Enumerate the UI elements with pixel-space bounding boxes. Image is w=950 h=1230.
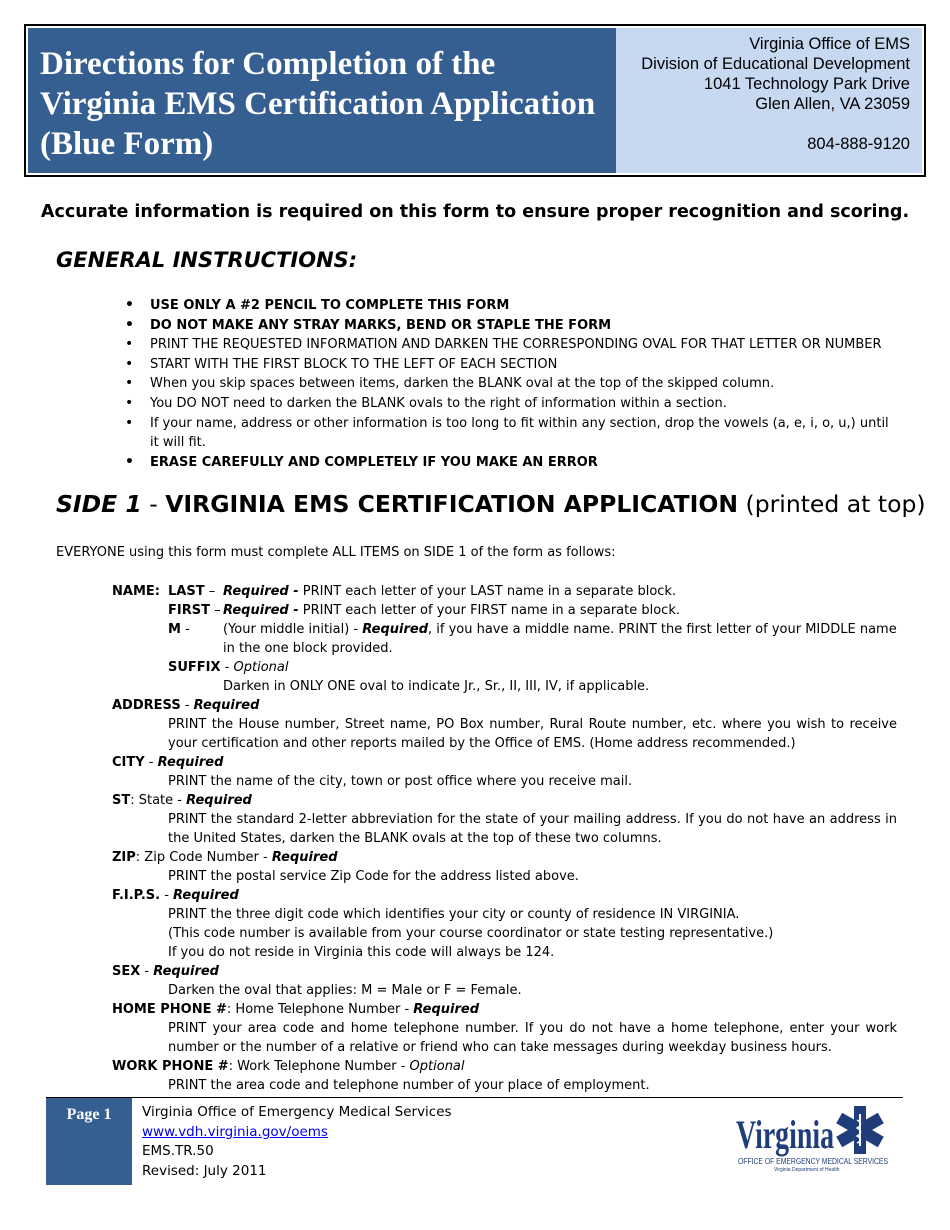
document-title: Directions for Completion of the Virginia EMS Certification Application (Blue Form) <box>28 28 616 173</box>
contact-line: Virginia Office of EMS <box>749 35 910 53</box>
general-instructions-list <box>150 296 895 472</box>
footer-revised: Revised: July 2011 <box>142 1162 267 1179</box>
field-address: ADDRESS - Required <box>112 698 260 713</box>
field-work-phone: WORK PHONE #: Work Telephone Number - Optional <box>112 1059 465 1074</box>
lead-statement: Accurate information is required on this form to ensure proper recognition and scoring. <box>40 202 910 222</box>
suffix-label: SUFFIX <box>168 660 221 675</box>
star-of-life-icon <box>836 1106 884 1154</box>
footer-org: Virginia Office of Emergency Medical Services <box>142 1104 452 1120</box>
last-label: LAST <box>168 584 205 599</box>
field-description: Darken the oval that applies: M = Male or F = Female. <box>168 983 522 998</box>
list-item: • ERASE CAREFULLY AND COMPLETELY IF YOU MAKE AN ERROR <box>150 453 895 473</box>
m-label: M <box>168 622 181 637</box>
field-description: If you do not reside in Virginia this code will always be 124. <box>168 945 555 960</box>
list-item: • If your name, address or other information is too long to fit within any section, drop the vowels (a, e, i, o, u,) until it will fit. <box>150 414 895 453</box>
logo-department: Virginia Department of Health <box>774 1167 840 1173</box>
required-marker: Required <box>271 850 338 865</box>
side1-intro: EVERYONE using this form must complete ALL ITEMS on SIDE 1 of the form as follows: <box>56 545 616 560</box>
contact-phone: 804-888-9120 <box>807 135 910 153</box>
list-item: • You DO NOT need to darken the BLANK ovals to the right of information within a section. <box>150 394 895 414</box>
general-instructions-heading: GENERAL INSTRUCTIONS: <box>56 248 358 272</box>
field-description: PRINT the name of the city, town or post office where you receive mail. <box>168 774 633 789</box>
field-home-phone: HOME PHONE #: Home Telephone Number - Required <box>112 1002 480 1017</box>
required-marker: Required <box>153 964 219 979</box>
contact-block <box>616 28 922 173</box>
footer-divider <box>46 1097 903 1098</box>
field-description: PRINT the area code and telephone number of your place of employment. <box>168 1078 650 1093</box>
field-description: PRINT the House number, Street name, PO Box number, Rural Route number, etc. where you wish to receive your certification and other reports mailed by the Office of EMS. (Home address recommended.) <box>168 717 897 751</box>
field-state: ST: State - Required <box>112 793 252 808</box>
first-label: FIRST <box>168 603 210 618</box>
field-suffix: SUFFIX - Optional <box>168 660 289 675</box>
virginia-oems-logo <box>736 1104 896 1172</box>
field-description: PRINT your area code and home telephone number. If you do not have a home telephone, enter your work number or the number of a relative or friend who can take messages during weekday business hours. <box>168 1021 897 1055</box>
contact-line: 1041 Technology Park Drive <box>703 75 910 93</box>
side1-dash: - <box>141 490 166 518</box>
list-item: • PRINT THE REQUESTED INFORMATION AND DARKEN THE CORRESPONDING OVAL FOR THAT LETTER OR NUMBER <box>150 335 895 355</box>
logo-subtitle: OFFICE OF EMERGENCY MEDICAL SERVICES <box>738 1156 889 1166</box>
required-marker: Required - <box>223 603 299 618</box>
optional-marker: Optional <box>233 660 289 675</box>
optional-marker: Optional <box>409 1059 465 1074</box>
side1-label: SIDE 1 <box>56 490 142 518</box>
footer-url-link[interactable]: www.vdh.virginia.gov/oems <box>142 1123 328 1140</box>
required-marker: Required <box>173 888 239 903</box>
side1-heading <box>56 490 926 518</box>
document-header <box>24 24 926 177</box>
footer-info <box>142 1103 452 1181</box>
logo-wordmark: Virginia <box>736 1112 834 1157</box>
field-sex: SEX - Required <box>112 964 219 979</box>
field-city: CITY - Required <box>112 755 224 770</box>
field-instructions <box>112 582 897 1095</box>
field-fips: F.I.P.S. - Required <box>112 888 239 903</box>
contact-line: Division of Educational Development <box>641 55 910 73</box>
required-marker: Required <box>157 755 224 770</box>
required-marker: Required <box>186 793 252 808</box>
list-item: • START WITH THE FIRST BLOCK TO THE LEFT OF EACH SECTION <box>150 355 895 375</box>
page-number-badge: Page 1 <box>46 1098 132 1185</box>
name-label: NAME: <box>112 584 160 599</box>
list-item: • USE ONLY A #2 PENCIL TO COMPLETE THIS FORM <box>150 296 895 316</box>
field-description: Darken in ONLY ONE oval to indicate Jr., Sr., II, III, IV, if applicable. <box>223 679 650 694</box>
field-description: PRINT the standard 2-letter abbreviation for the state of your mailing address. If you do not have an address in the United States, darken the BLANK ovals at the top of these two columns. <box>168 812 897 846</box>
side1-suffix: (printed at top) <box>738 490 926 518</box>
required-marker: Required <box>362 622 428 637</box>
field-last: NAME: LAST – Required - PRINT each letter of your LAST name in a separate block. <box>112 584 677 599</box>
field-first: FIRST – Required - PRINT each letter of your FIRST name in a separate block. <box>168 603 680 618</box>
field-middle-initial: M - (Your middle initial) - Required, if you have a middle name. PRINT the first letter of your MIDDLE name in the one block provided. <box>168 622 897 656</box>
list-item: • DO NOT MAKE ANY STRAY MARKS, BEND OR STAPLE THE FORM <box>150 316 895 336</box>
required-marker: Required <box>413 1002 480 1017</box>
field-description: (This code number is available from your course coordinator or state testing representative.) <box>168 926 774 941</box>
required-marker: Required - <box>223 584 299 599</box>
contact-line: Glen Allen, VA 23059 <box>755 95 910 113</box>
footer-code: EMS.TR.50 <box>142 1143 214 1159</box>
field-zip: ZIP: Zip Code Number - Required <box>112 850 338 865</box>
side1-title: VIRGINIA EMS CERTIFICATION APPLICATION <box>165 490 739 518</box>
list-item: • When you skip spaces between items, darken the BLANK oval at the top of the skipped column. <box>150 374 895 394</box>
required-marker: Required <box>193 698 260 713</box>
field-description: PRINT the postal service Zip Code for the address listed above. <box>168 869 579 884</box>
field-description: PRINT the three digit code which identifies your city or county of residence IN VIRGINIA. <box>168 907 740 922</box>
